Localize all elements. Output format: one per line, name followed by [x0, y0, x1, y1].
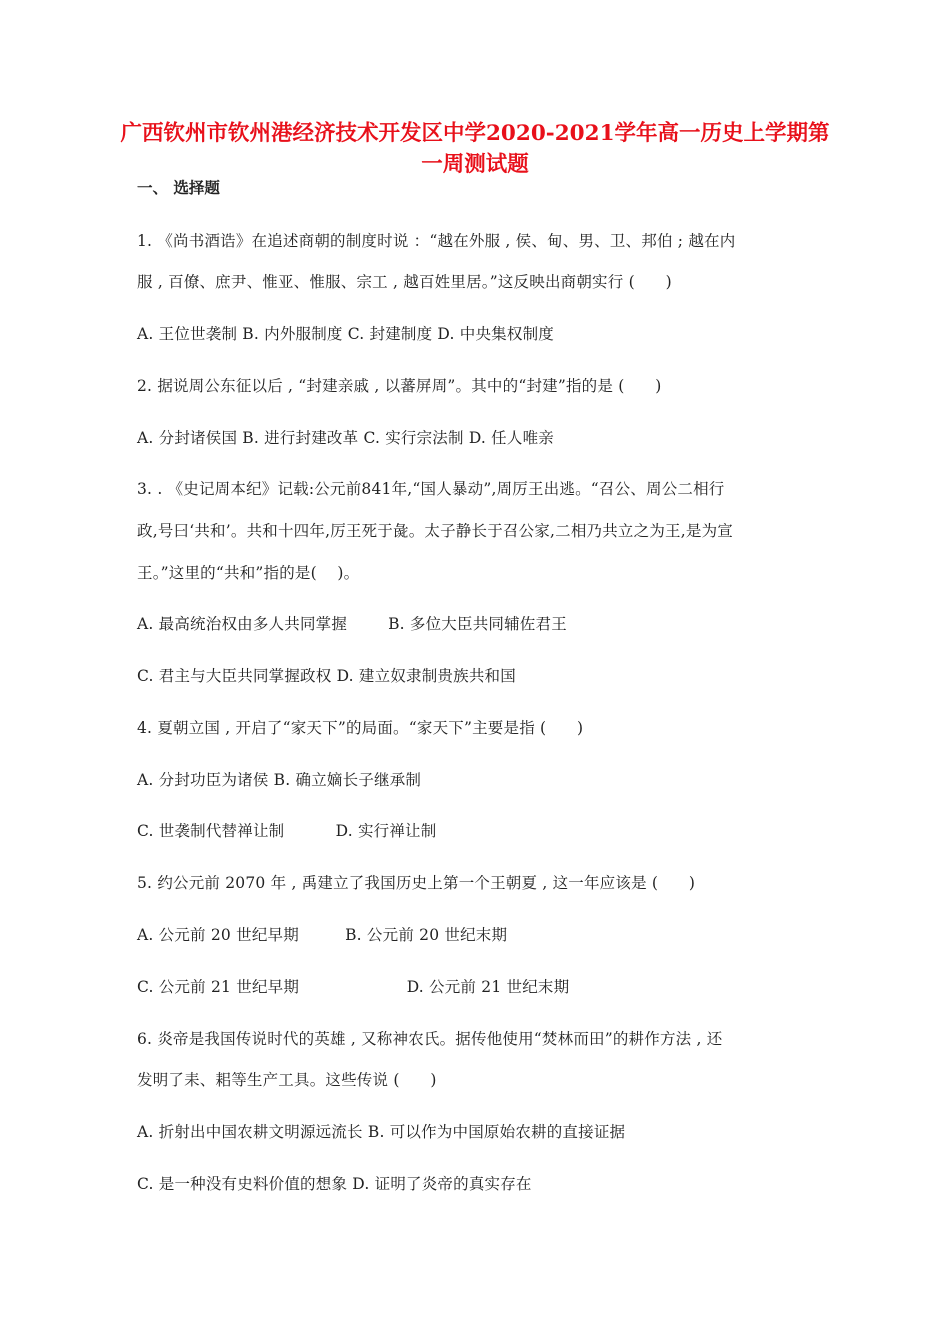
question-4-options-ab: A. 分封功臣为诸侯 B. 确立嫡长子继承制 [137, 771, 422, 789]
question-3-line-2: 政,号曰‘共和’。共和十四年,厉王死于彘。太子静长于召公家,二相乃共立之为王,是为宣 [137, 522, 733, 540]
question-6-options-ab: A. 折射出中国农耕文明源远流长 B. 可以作为中国原始农耕的直接证据 [137, 1123, 626, 1141]
question-4-stem: 4. 夏朝立国 , 开启了“家天下”的局面。“家天下”主要是指 ( ) [137, 719, 584, 737]
question-5-options-ab: A. 公元前 20 世纪早期 B. 公元前 20 世纪末期 [137, 926, 508, 944]
question-1-line-1: 1. 《尚书酒诰》在追述商朝的制度时说 ：“越在外服 , 侯、甸、男、卫、邦伯 ; 越在内 [137, 232, 736, 250]
question-5-options-cd: C. 公元前 21 世纪早期 D. 公元前 21 世纪末期 [137, 978, 570, 996]
question-4-options-cd: C. 世袭制代替禅让制 D. 实行禅让制 [137, 822, 437, 840]
question-1-line-2: 服 , 百僚、庶尹、惟亚、惟服、宗工 , 越百姓里居。”这反映出商朝实行 ( ) [137, 273, 672, 291]
question-2-stem: 2. 据说周公东征以后 , “封建亲戚 , 以蕃屏周”。其中的“封建”指的是 ( ) [137, 377, 662, 395]
question-6-line-1: 6. 炎帝是我国传说时代的英雄 , 又称神农氏。据传他使用“焚林而田”的耕作方法 , 还 [137, 1030, 723, 1048]
question-3-options-ab: A. 最高统治权由多人共同掌握 B. 多位大臣共同辅佐君王 [137, 615, 567, 633]
question-2-options: A. 分封诸侯国 B. 进行封建改革 C. 实行宗法制 D. 任人唯亲 [137, 429, 554, 447]
question-3-line-3: 王。”这里的“共和”指的是( )。 [137, 564, 360, 582]
question-3-line-1: 3. . 《史记周本纪》记载:公元前841年,“国人暴动”,周厉王出逃。“召公、周公二相行 [137, 480, 725, 498]
question-6-line-2: 发明了耒、耜等生产工具。这些传说 ( ) [137, 1071, 437, 1089]
question-3-options-cd: C. 君主与大臣共同掌握政权 D. 建立奴隶制贵族共和国 [137, 667, 516, 685]
question-6-options-cd: C. 是一种没有史料价值的想象 D. 证明了炎帝的真实存在 [137, 1175, 532, 1193]
section-heading: 一、 选择题 [137, 179, 220, 197]
document-title: 广西钦州市钦州港经济技术开发区中学2020-2021学年高一历史上学期第一周测试题 [120, 121, 830, 177]
question-5-stem: 5. 约公元前 2070 年 , 禹建立了我国历史上第一个王朝夏 , 这一年应该是 ( ) [137, 874, 696, 892]
question-1-options: A. 王位世袭制 B. 内外服制度 C. 封建制度 D. 中央集权制度 [137, 325, 554, 343]
